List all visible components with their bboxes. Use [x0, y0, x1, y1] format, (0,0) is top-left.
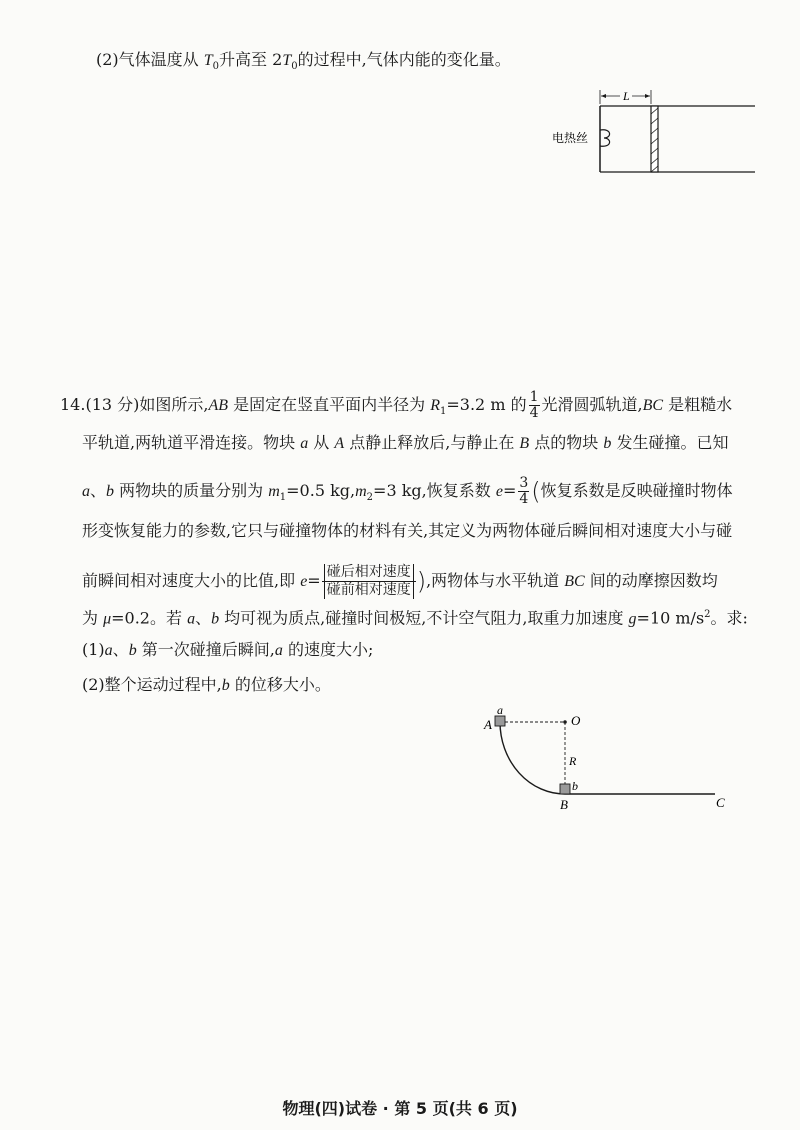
dimension-label: L	[623, 89, 630, 103]
label-b: b	[572, 779, 578, 793]
q14-line-1: 14.(13 分)如图所示,AB 是固定在竖直平面内半径为 $R_1=3.2$ m 的 $\frac{1}{4}$ 光滑圆弧轨道,BC 是粗糙水	[60, 389, 733, 421]
quarter-fraction: $\frac{1}{4}$	[529, 389, 539, 421]
q14-line-5: 前瞬间相对速度大小的比值,即 e= $\frac{\text{碰后相对速度}}{\text{碰前相对速度}}$ ),两物体与水平轨道 BC 间的动摩擦因数均	[82, 564, 718, 598]
q14-subquestion-2: (2)整个运动过程中,b 的位移大小。	[82, 675, 331, 694]
label-C: C	[716, 795, 725, 810]
q14-line-6: 为 μ=0.2。若 a、b 均可视为质点,碰撞时间极短,不计空气阻力,取重力加速度 g=10 $m/s^2$。求:	[82, 608, 748, 628]
q14-line-4: 形变恢复能力的参数,它只与碰撞物体的材料有关,其定义为两物体碰后瞬间相对速度大小与碰	[82, 521, 733, 540]
restitution-fraction: $\frac{3}{4}$	[519, 475, 529, 507]
q14-line-3: a、b 两物块的质量分别为 $m_1=0.5$ $kg,m_2=3$ kg,恢复系数 e= $\frac{3}{4}$ (恢复系数是反映碰撞时物体	[82, 475, 733, 507]
label-B: B	[560, 797, 568, 812]
block-a	[495, 716, 505, 726]
block-b	[560, 784, 570, 794]
q14-line-2: 平轨道,两轨道平滑连接。物块 a 从 A 点静止释放后,与静止在 B 点的物块 b 发生碰撞。已知	[82, 433, 729, 452]
label-R: R	[569, 754, 577, 768]
q14-subquestion-1: (1)a、b 第一次碰撞后瞬间,a 的速度大小;	[82, 640, 374, 659]
label-O: O	[571, 713, 581, 728]
label-A: A	[484, 717, 492, 732]
heater-label: 电热丝	[552, 131, 589, 145]
q13-part2: (2)气体温度从 $T_0$升高至 $2T_0$的过程中,气体内能的变化量。	[96, 50, 511, 73]
page-footer: 物理(四)试卷 · 第 5 页(共 6 页)	[282, 1099, 518, 1118]
question-number: 14.	[60, 395, 86, 414]
track-figure	[480, 704, 740, 819]
definition-fraction: $\frac{\text{碰后相对速度}}{\text{碰前相对速度}}$	[322, 564, 416, 599]
label-a: a	[497, 704, 503, 717]
cylinder-heater-figure	[550, 84, 770, 184]
